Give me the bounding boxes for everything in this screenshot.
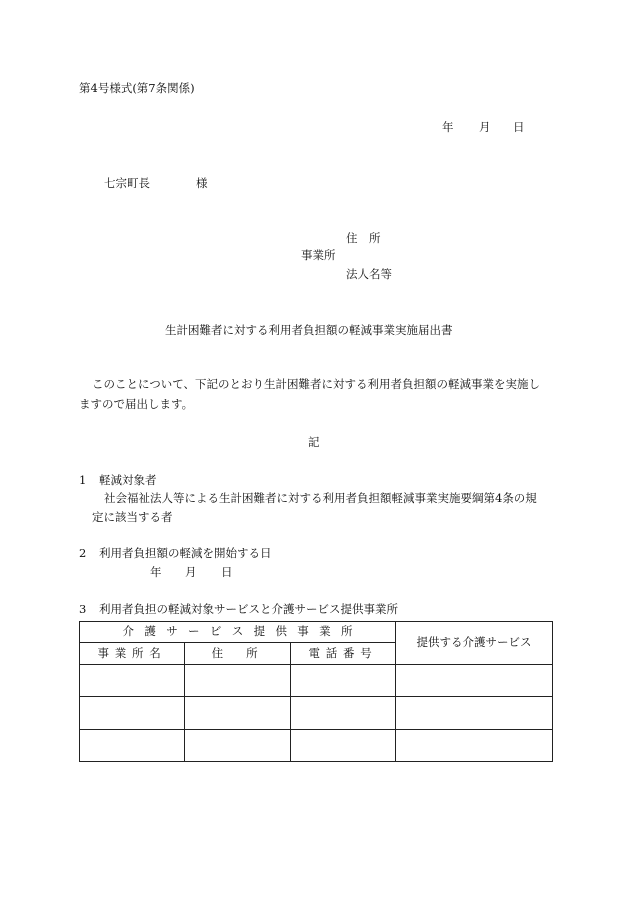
service-provider-table bbox=[79, 621, 553, 762]
item-1-heading: 軽減対象者 bbox=[99, 473, 157, 487]
table-cell[interactable] bbox=[291, 665, 396, 697]
table-cell[interactable] bbox=[291, 697, 396, 730]
ki-heading: 記 bbox=[308, 435, 320, 449]
item-1-text-1: 社会福祉法人等による生計困難者に対する利用者負担額軽減事業実施要綱第4条の規 bbox=[104, 491, 537, 505]
table-header-row-1 bbox=[80, 622, 553, 643]
item-3-heading: 利用者負担の軽減対象サービスと介護サービス提供事業所 bbox=[99, 602, 398, 616]
item-2-heading: 利用者負担額の軽減を開始する日 bbox=[99, 546, 272, 560]
col-address: 住 所 bbox=[185, 643, 291, 665]
item-1-text-2: 定に該当する者 bbox=[92, 510, 173, 524]
table-row bbox=[80, 697, 553, 730]
date-month: 月 bbox=[479, 120, 491, 134]
table-row bbox=[80, 665, 553, 697]
table-cell[interactable] bbox=[80, 730, 185, 762]
table-cell[interactable] bbox=[396, 697, 553, 730]
item-2-day: 日 bbox=[221, 565, 233, 579]
table-cell[interactable] bbox=[396, 665, 553, 697]
table-cell[interactable] bbox=[80, 665, 185, 697]
table-cell[interactable] bbox=[396, 730, 553, 762]
form-number: 第4号様式(第7条関係) bbox=[79, 81, 195, 95]
date-day: 日 bbox=[513, 120, 525, 134]
item-3-number: 3 bbox=[79, 602, 87, 616]
body-line-1: このことについて、下記のとおり生計困難者に対する利用者負担額の軽減事業を実施し bbox=[92, 377, 541, 391]
date-year: 年 bbox=[442, 120, 454, 134]
item-1-number: 1 bbox=[79, 473, 87, 487]
item-2-month: 月 bbox=[185, 565, 197, 579]
body-line-2: ますので届出します。 bbox=[79, 397, 194, 411]
addressee-honorific: 様 bbox=[196, 176, 208, 190]
table-cell[interactable] bbox=[185, 697, 291, 730]
group-header: 介護サービス提供事業所 bbox=[80, 622, 396, 643]
item-2-year: 年 bbox=[150, 565, 162, 579]
table-cell[interactable] bbox=[185, 730, 291, 762]
service-header: 提供する介護サービス bbox=[396, 622, 553, 665]
col-phone: 電話番号 bbox=[291, 643, 396, 665]
document-title: 生計困難者に対する利用者負担額の軽減事業実施届出書 bbox=[165, 323, 453, 337]
col-office-name: 事業所名 bbox=[80, 643, 185, 665]
table-cell[interactable] bbox=[80, 697, 185, 730]
corp-label: 法人名等 bbox=[346, 267, 392, 281]
item-2-number: 2 bbox=[79, 546, 87, 560]
table-cell[interactable] bbox=[185, 665, 291, 697]
addressee-name: 七宗町長 bbox=[104, 176, 150, 190]
address-label: 住 所 bbox=[346, 231, 381, 245]
table-row bbox=[80, 730, 553, 762]
table-cell[interactable] bbox=[291, 730, 396, 762]
office-label: 事業所 bbox=[301, 248, 336, 262]
